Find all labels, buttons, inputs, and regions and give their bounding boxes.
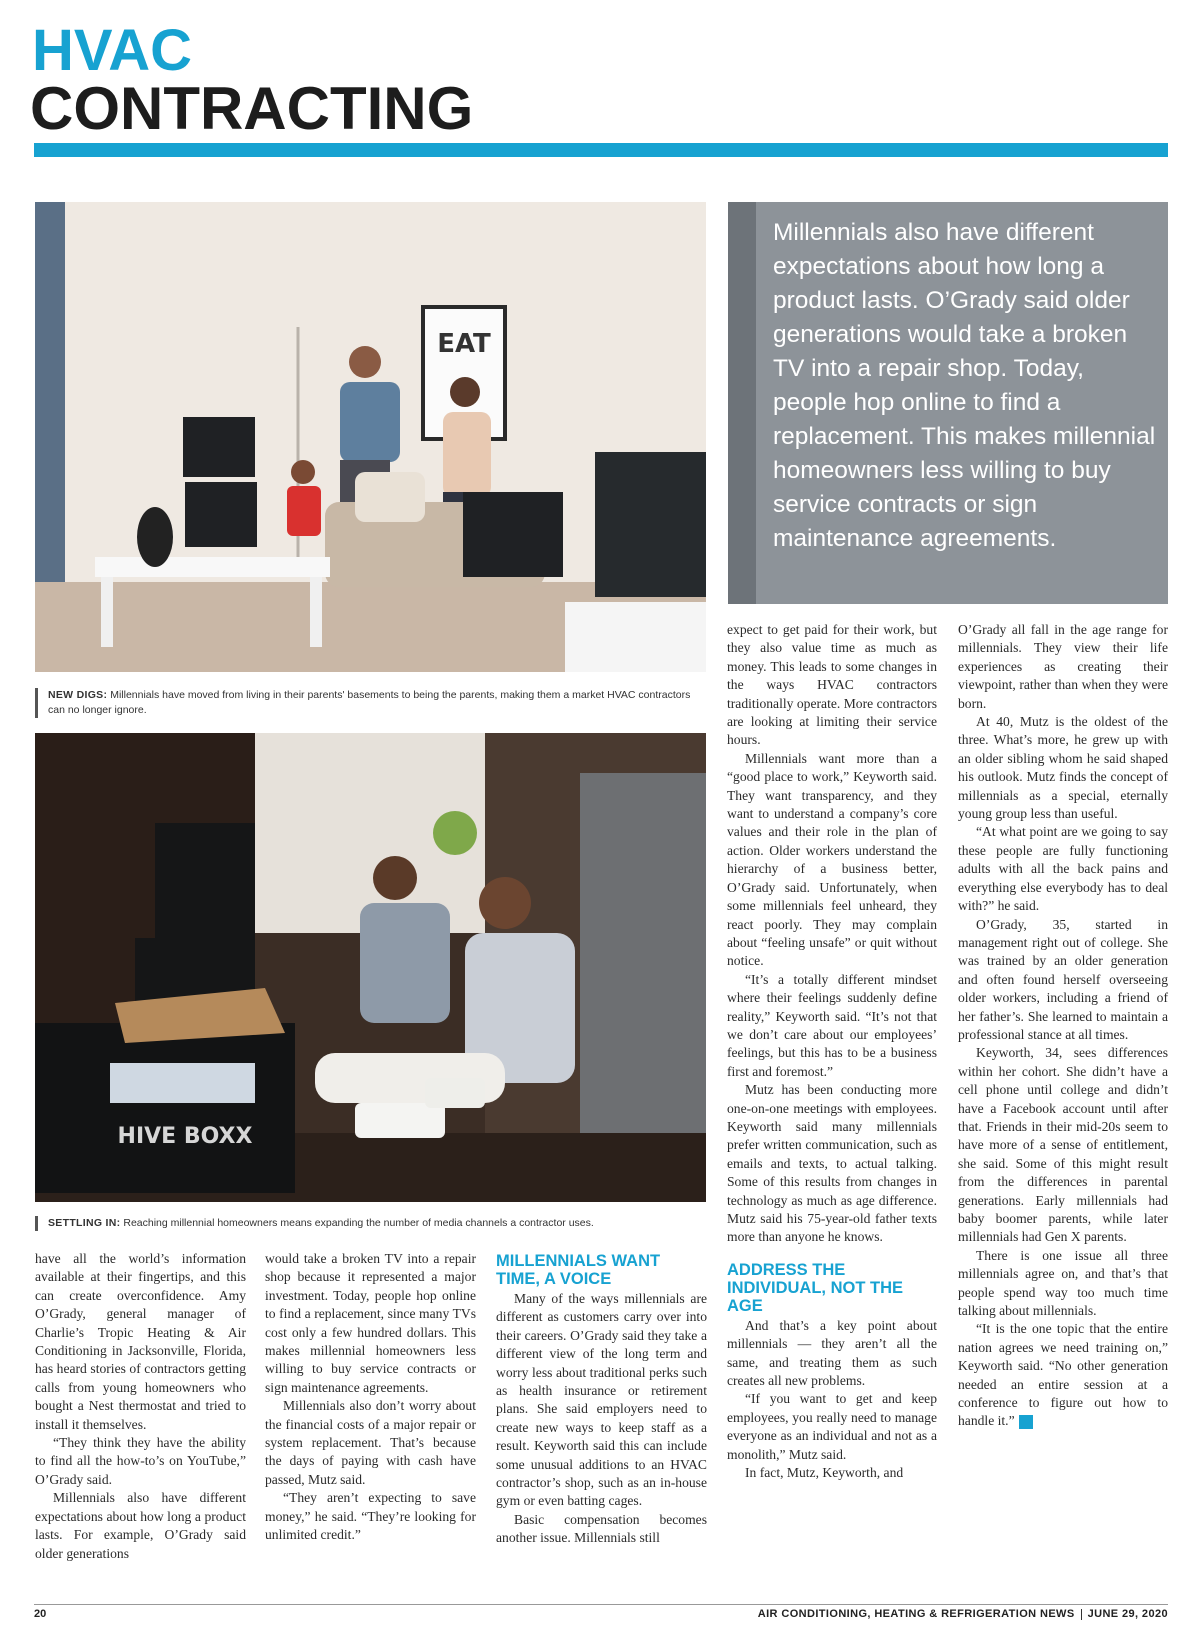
issue-date: JUNE 29, 2020	[1087, 1608, 1168, 1620]
paragraph: “It’s a totally different mindset where their feelings suddenly define reality,” Keyworth said. “It’s not that we don’t care about our employees’ feelings, but this has to be a business first and foremost.”	[727, 971, 937, 1079]
article-column-4	[727, 621, 937, 1482]
pull-quote-bar	[728, 202, 756, 604]
kitchen-illustration	[35, 733, 706, 1202]
paragraph-final	[958, 1320, 1168, 1430]
living-room-illustration	[35, 202, 706, 672]
footer-separator	[1081, 1609, 1082, 1620]
paragraph: And that’s a key point about millennials — they aren’t all the same, and treating them as such creates all new problems.	[727, 1317, 937, 1389]
paragraph: “If you want to get and keep employees, you really need to manage everyone as an individual and not as a monolith,” Mutz said.	[727, 1391, 937, 1462]
paragraph: Millennials also have different expectations about how long a product lasts. For example, O’Grady said older generations	[35, 1490, 246, 1561]
paragraph: In fact, Mutz, Keyworth, and	[745, 1465, 904, 1481]
paragraph: Millennials want more than a “good place to work,” Keyworth said. They want transparency, and they want to understand a company’s core values and their role in the plan of action. Older workers understand the hierarchy of a business better, O’Grady said. Unfortunately, when some millennials feel unheard, they react poorly. They may complain about “feeling unsafe” or quit without notice.	[727, 750, 937, 969]
photo-caption-new-digs	[35, 688, 706, 718]
paragraph: “They think they have the ability to find all the how-to’s on YouTube,” O’Grady said.	[35, 1435, 246, 1487]
pull-quote-text: Millennials also have different expectations about how long a product lasts. O’Grady said older generations would take a broken TV into a repair shop. Today, people hop online to find a replacement. This makes millennial homeowners less willing to buy service contracts or sign maintenance agreements.	[773, 219, 1156, 552]
section-title-contracting: CONTRACTING	[30, 75, 474, 142]
page-number: 20	[34, 1608, 47, 1620]
publication-footer	[758, 1608, 1168, 1620]
paragraph: “At what point are we going to say these people are fully functioning adults with all the back pains and everything else everybody has to deal with?” he said.	[958, 824, 1168, 914]
article-column-3	[496, 1250, 707, 1548]
photo-settling-in	[35, 733, 706, 1202]
paragraph: Many of the ways millennials are different as customers carry over into their careers. O’Grady said they take a different view of the long term and worry less about traditional perks such as health insurance or retirement plans. She said employers need to create new ways to keep staff as a result. Keyworth said this can include some unusual additions to an HVAC contractor’s shop, such as an in-house gym or even batting cages.	[496, 1291, 707, 1509]
paragraph: Mutz has been conducting more one-on-one meetings with employees. Keyworth said many millennials prefer written communication, such as emails and texts, to actual talking. Some of this results from changes in technology as much as age difference. Mutz said his 75-year-old father texts more than anyone he knows.	[727, 1082, 937, 1245]
paragraph: At 40, Mutz is the oldest of the three. What’s more, he grew up with an older sibling whom he said shaped his outlook. Mutz finds the concept of millennials as a special, eternally young group less than useful.	[958, 714, 1168, 822]
caption-text: Millennials have moved from living in their parents' basements to being the parents, making them a market HVAC contractors can no longer ignore.	[48, 689, 691, 716]
eat-sign-text: EAT	[437, 329, 491, 359]
paragraph: expect to get paid for their work, but they also value time as much as money. This leads to some changes in the ways HVAC contractors traditionally operate. More contractors are looking at limiting their service hours.	[727, 622, 937, 748]
hive-boxx-label: HIVE BOXX	[117, 1124, 253, 1149]
photo-caption-settling-in	[35, 1216, 706, 1231]
caption-text: Reaching millennial homeowners means expanding the number of media channels a contractor uses.	[120, 1217, 594, 1229]
paragraph: There is one issue all three millennials agree on, and that’s that people spend way too much time talking about millennials.	[958, 1247, 1168, 1319]
end-mark-icon: N	[1019, 1415, 1033, 1429]
article-column-5	[958, 621, 1168, 1431]
paragraph: O’Grady, 35, started in management right out of college. She was trained by an older generation and often found herself overseeing older workers, including a friend of her father’s. She learned to maintain a professional stance at all times.	[958, 916, 1168, 1042]
section-title-hvac: HVAC	[32, 18, 193, 83]
caption-lead: SETTLING IN:	[48, 1217, 121, 1229]
pull-quote	[728, 202, 1168, 604]
paragraph: Millennials also don’t worry about the financial costs of a major repair or system replacement. That’s because the days of paying with cash have passed, Mutz said.	[265, 1398, 476, 1487]
paragraph: Basic compensation becomes another issue. Millennials still	[496, 1511, 707, 1546]
paragraph: would take a broken TV into a repair shop because it represented a major investment. Today, people hop online to find a replacement, since many TVs cost only a few hundred dollars. This makes millennial homeowners less willing to buy service contracts or sign maintenance agreements.	[265, 1251, 476, 1395]
subheading-address-the-individual: ADDRESS THE INDIVIDUAL, NOT THE AGE	[727, 1260, 903, 1315]
paragraph: “They aren’t expecting to save money,” he said. “They’re looking for unlimited credit.”	[265, 1490, 476, 1543]
article-column-1	[35, 1250, 246, 1563]
caption-lead: NEW DIGS:	[48, 689, 108, 701]
paragraph: “It is the one topic that the entire nation agrees we need training on,” Keyworth said. “No other generation needed an entire session at a conference to figure out how to handle it.”	[958, 1321, 1168, 1429]
paragraph: have all the world’s information available at their fingertips, and this can create overconfidence. Amy O’Grady, general manager of Charlie’s Tropic Heating & Air Conditioning in Jacksonville, Florida, has heard stories of contractors getting calls from young homeowners who bought a Nest thermostat and tried to install it themselves.	[35, 1251, 246, 1432]
article-column-2	[265, 1250, 476, 1545]
paragraph: Keyworth, 34, sees differences within her cohort. She didn’t have a cell phone until college and didn’t have a Facebook account until after that. Friends in their mid-20s seem to have more of a sense of entitlement, she said. Some of this might result from the differences in parental generations. Early millennials had baby boomer parents, while later millennials had Gen X parents.	[958, 1045, 1168, 1245]
subheading-millennials-want-time: MILLENNIALS WANT TIME, A VOICE	[496, 1252, 661, 1288]
paragraph: O’Grady all fall in the age range for millennials. They view their life experiences as creating their viewpoint, rather than when they were born.	[958, 622, 1168, 711]
photo-new-digs	[35, 202, 706, 672]
header-rule	[34, 143, 1168, 157]
publication-name: AIR CONDITIONING, HEATING & REFRIGERATION NEWS	[757, 1608, 1075, 1620]
footer-rule	[34, 1604, 1168, 1605]
